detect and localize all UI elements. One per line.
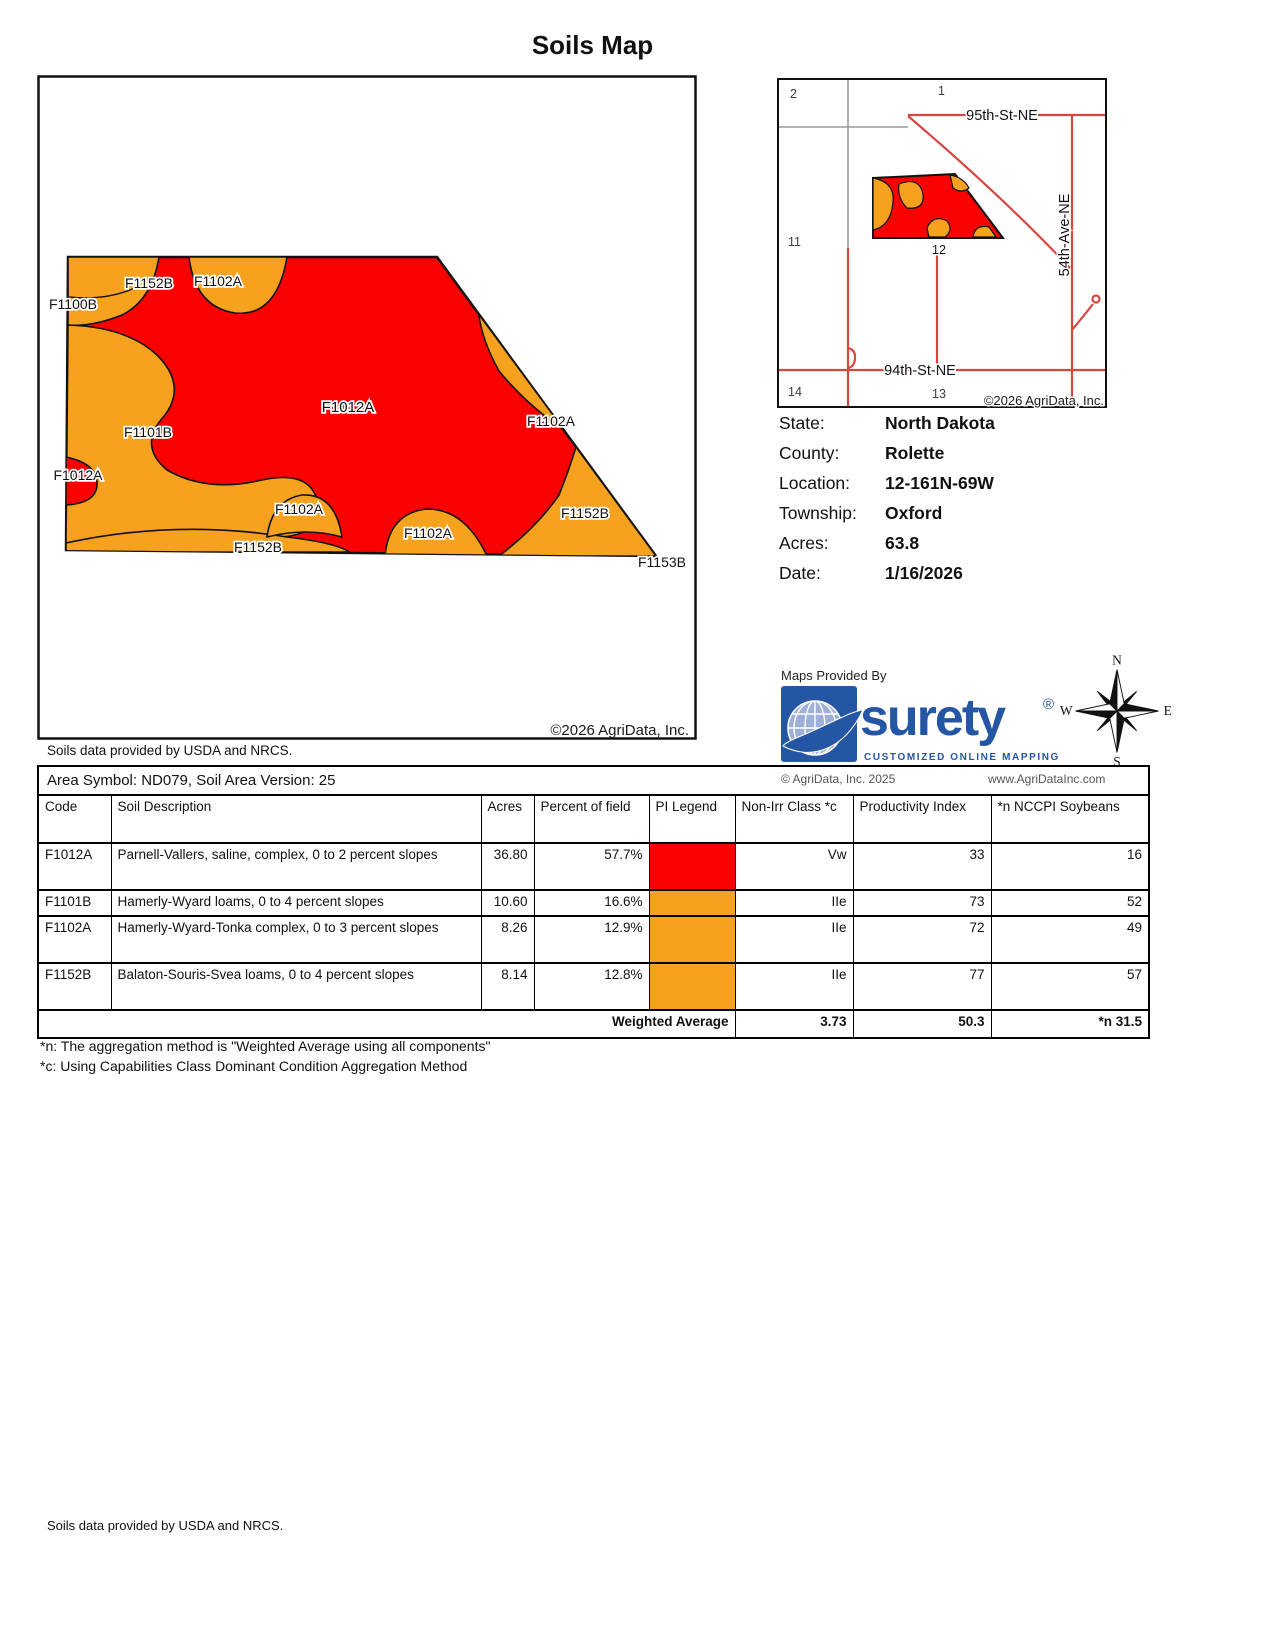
cell-percent: 12.8% <box>534 963 649 1010</box>
compass-e: E <box>1163 703 1172 719</box>
col-header-code: Code <box>38 795 111 843</box>
col-header-non-irr: Non-Irr Class *c <box>735 795 853 843</box>
col-header-description: Soil Description <box>111 795 481 843</box>
cell-non-irr: IIe <box>735 963 853 1010</box>
table-row <box>38 916 1149 963</box>
road-label-94th: 94th-St-NE <box>884 363 956 379</box>
cell-code: F1102A <box>38 916 111 963</box>
page-title: Soils Map <box>531 30 654 60</box>
cell-percent: 12.9% <box>534 916 649 963</box>
cell-acres: 8.26 <box>481 916 534 963</box>
weighted-average-label: Weighted Average <box>38 1010 735 1038</box>
soil-label: F1102A <box>194 273 242 289</box>
compass-n: N <box>1112 652 1122 668</box>
info-row-township <box>779 503 995 524</box>
surety-tagline: CUSTOMIZED ONLINE MAPPING <box>864 752 1060 763</box>
col-header-acres: Acres <box>481 795 534 843</box>
locator-map-svg <box>777 78 1107 408</box>
info-label: Location: <box>779 473 851 493</box>
cell-pi: 77 <box>853 963 991 1010</box>
surety-logo-text: surety <box>860 689 1005 747</box>
cell-description: Hamerly-Wyard loams, 0 to 4 percent slopes <box>111 890 481 916</box>
info-row-county <box>779 443 995 464</box>
section-number: 2 <box>790 87 797 101</box>
locator-map <box>777 78 1107 408</box>
soil-label: F1152B <box>125 275 173 291</box>
cell-acres: 36.80 <box>481 843 534 890</box>
table-row <box>38 843 1149 890</box>
cell-non-irr: Vw <box>735 843 853 890</box>
legend-swatch <box>649 843 735 890</box>
col-header-nccpi: *n NCCPI Soybeans <box>991 795 1149 843</box>
info-label: Date: <box>779 563 821 583</box>
soil-label: F1101B <box>124 424 172 440</box>
legend-swatch <box>649 963 735 1010</box>
info-value: 12-161N-69W <box>885 473 994 493</box>
area-symbol-header: Area Symbol: ND079, Soil Area Version: 25 <box>38 766 1149 795</box>
info-label: Township: <box>779 503 857 523</box>
weighted-pi: 50.3 <box>853 1010 991 1038</box>
info-row-state <box>779 413 995 434</box>
info-value: 63.8 <box>885 533 920 553</box>
road-label-54th: 54th-Ave-NE <box>1057 193 1073 277</box>
agridata-website: www.AgriDataInc.com <box>988 772 1106 786</box>
cell-percent: 57.7% <box>534 843 649 890</box>
weighted-non-irr: 3.73 <box>735 1010 853 1038</box>
footnotes <box>40 1036 490 1076</box>
col-header-percent: Percent of field <box>534 795 649 843</box>
info-label: State: <box>779 413 825 433</box>
section-number: 12 <box>932 243 946 257</box>
info-value: 1/16/2026 <box>885 563 963 583</box>
cell-pi: 72 <box>853 916 991 963</box>
col-header-pi-legend: PI Legend <box>649 795 735 843</box>
main-map-credit: ©2026 AgriData, Inc. <box>550 722 689 739</box>
table-header-row <box>38 795 1149 843</box>
section-number: 14 <box>788 385 802 399</box>
section-number: 13 <box>932 387 946 401</box>
footnote-n: *n: The aggregation method is "Weighted Average using all components" <box>40 1038 491 1054</box>
compass-rose-icon <box>1058 652 1176 770</box>
compass-rose <box>1058 652 1176 770</box>
bottom-usda-note: Soils data provided by USDA and NRCS. <box>47 1518 284 1533</box>
info-row-acres <box>779 533 995 554</box>
soil-label: F1102A <box>404 525 452 541</box>
info-value: North Dakota <box>885 413 995 433</box>
legend-swatch <box>649 890 735 916</box>
info-label: Acres: <box>779 533 829 553</box>
weighted-nccpi: *n 31.5 <box>991 1010 1149 1038</box>
soil-label: F1153B <box>638 554 686 570</box>
compass-s: S <box>1113 753 1121 769</box>
cell-non-irr: IIe <box>735 890 853 916</box>
cell-non-irr: IIe <box>735 916 853 963</box>
weighted-average-row <box>38 1010 1149 1038</box>
cell-code: F1101B <box>38 890 111 916</box>
locator-credit: ©2026 AgriData, Inc. <box>983 393 1104 408</box>
cell-pi: 73 <box>853 890 991 916</box>
cell-acres: 8.14 <box>481 963 534 1010</box>
cell-code: F1012A <box>38 843 111 890</box>
info-row-date <box>779 563 995 584</box>
soil-label: F1102A <box>527 413 575 429</box>
cell-nccpi: 57 <box>991 963 1149 1010</box>
cell-code: F1152B <box>38 963 111 1010</box>
agridata-copyright: © AgriData, Inc. 2025 <box>781 772 896 786</box>
cell-percent: 16.6% <box>534 890 649 916</box>
cell-nccpi: 49 <box>991 916 1149 963</box>
info-row-location <box>779 473 995 494</box>
table-row <box>38 963 1149 1010</box>
cell-description: Parnell-Vallers, saline, complex, 0 to 2 percent slopes <box>111 843 481 890</box>
section-number: 11 <box>788 235 801 249</box>
footnote-c: *c: Using Capabilities Class Dominant Condition Aggregation Method <box>40 1058 468 1074</box>
soil-label: F1102A <box>275 501 323 517</box>
maps-provided-by: Maps Provided By <box>781 668 887 683</box>
cell-acres: 10.60 <box>481 890 534 916</box>
main-soils-map-svg <box>37 75 697 740</box>
main-soils-map <box>37 75 697 740</box>
soil-label: F1100B <box>49 296 97 312</box>
soil-label: F1012A <box>321 399 375 416</box>
table-row <box>38 890 1149 916</box>
soil-table <box>37 765 1150 1039</box>
field-info <box>779 413 995 593</box>
soil-label: F1012A <box>53 467 103 483</box>
cell-pi: 33 <box>853 843 991 890</box>
info-value: Oxford <box>885 503 943 523</box>
cell-description: Balaton-Souris-Svea loams, 0 to 4 percent slopes <box>111 963 481 1010</box>
registered-mark: ® <box>1043 696 1055 713</box>
info-value: Rolette <box>885 443 945 463</box>
cell-description: Hamerly-Wyard-Tonka complex, 0 to 3 percent slopes <box>111 916 481 963</box>
road-label-95th: 95th-St-NE <box>966 108 1038 124</box>
soil-label: F1152B <box>561 505 609 521</box>
compass-w: W <box>1059 703 1073 719</box>
section-number: 1 <box>938 84 945 98</box>
cell-nccpi: 52 <box>991 890 1149 916</box>
soil-label: F1152B <box>234 539 282 555</box>
info-label: County: <box>779 443 840 463</box>
cell-nccpi: 16 <box>991 843 1149 890</box>
col-header-productivity: Productivity Index <box>853 795 991 843</box>
usda-note: Soils data provided by USDA and NRCS. <box>47 743 293 758</box>
legend-swatch <box>649 916 735 963</box>
